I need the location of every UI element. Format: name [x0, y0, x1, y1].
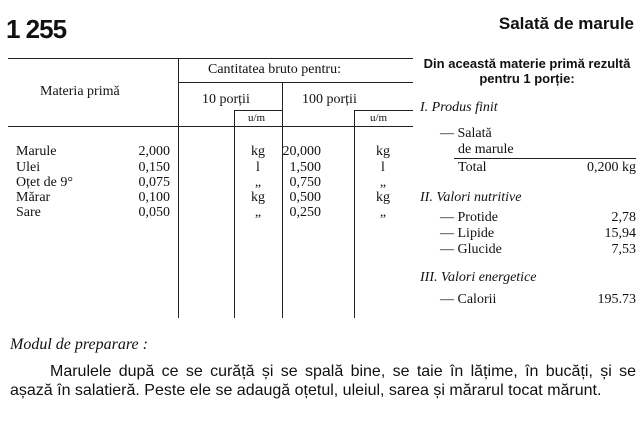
qty-100: 20,000: [282, 144, 321, 159]
results-intro: Din această materie primă rezultă pentru 1 porție:: [423, 56, 631, 86]
energetic-value: 195.73: [597, 292, 636, 307]
table-row: [8, 175, 413, 191]
unit-100: kg: [376, 144, 390, 159]
unit-10: l: [256, 160, 260, 175]
table-row: [8, 144, 413, 160]
unit-100: „: [379, 175, 387, 190]
header-10-portions: 10 porții: [202, 92, 250, 107]
qty-10: 0,150: [138, 160, 170, 175]
header-quantity: Cantitatea bruto pentru:: [208, 62, 341, 77]
nutritive-label: — Glucide: [440, 242, 502, 257]
preparation-text: Marulele după ce se curăță și se spală bine, se taie în lățime, în bucăți, și se așază în salatieră. Peste ele se adaugă oțetul, uleiul, sarea și mărarul tocat mărunt.: [10, 363, 636, 399]
recipe-number: 1 255: [6, 14, 67, 44]
table-row: [8, 205, 413, 221]
qty-100: 0,500: [289, 190, 321, 205]
nutritive-label: — Lipide: [440, 226, 495, 241]
qty-100: 1,500: [289, 160, 321, 175]
header-bottom-rule: [8, 126, 413, 127]
qty-10: 0,075: [138, 175, 170, 190]
unit-100: l: [381, 160, 385, 175]
quantity-header-rule: [178, 82, 413, 83]
unit-header-100: u/m: [370, 112, 388, 124]
unit-10: kg: [251, 144, 265, 159]
header-100-portions: 100 porții: [302, 92, 357, 107]
unit-100: kg: [376, 190, 390, 205]
ingredient-name: Ulei: [16, 160, 41, 175]
unit-rule-100: [354, 110, 413, 111]
qty-100: 0,250: [289, 205, 321, 220]
unit-rule-10: [234, 110, 282, 111]
header-ingredient: Materia primă: [40, 84, 120, 99]
ingredient-name: Mărar: [16, 190, 51, 205]
ingredient-name: Marule: [16, 144, 57, 159]
nutritive-value: 7,53: [611, 242, 636, 257]
nutritive-value: 15,94: [604, 226, 636, 241]
table-row: [8, 160, 413, 176]
finished-item-line1: — Salată: [440, 126, 492, 141]
table-top-rule: [8, 58, 413, 59]
ingredient-name: Sare: [16, 205, 41, 220]
results-panel: [418, 56, 636, 316]
nutritive-value: 2,78: [611, 210, 636, 225]
qty-10: 0,100: [138, 190, 170, 205]
finished-item-line2: de marule: [458, 142, 514, 157]
energetic-heading: III. Valori energetice: [420, 270, 537, 285]
preparation-title: Modul de preparare :: [10, 336, 148, 353]
table-row: [8, 190, 413, 206]
finished-heading: I. Produs finit: [420, 100, 498, 115]
qty-10: 2,000: [138, 144, 170, 159]
unit-10: „: [254, 205, 262, 220]
total-value: 0,200 kg: [587, 160, 636, 175]
total-label: Total: [458, 160, 487, 175]
unit-10: „: [254, 175, 262, 190]
ingredient-name: Oțet de 9°: [16, 175, 73, 190]
unit-10: kg: [251, 190, 265, 205]
qty-10: 0,050: [138, 205, 170, 220]
energetic-label: — Calorii: [440, 292, 497, 307]
nutritive-label: — Protide: [440, 210, 498, 225]
nutritive-heading: II. Valori nutritive: [420, 190, 522, 205]
total-rule: [454, 158, 636, 159]
unit-header-10: u/m: [248, 112, 266, 124]
qty-100: 0,750: [289, 175, 321, 190]
unit-100: „: [379, 205, 387, 220]
ingredients-table: [8, 58, 413, 318]
recipe-title: Salată de marule: [498, 14, 634, 33]
